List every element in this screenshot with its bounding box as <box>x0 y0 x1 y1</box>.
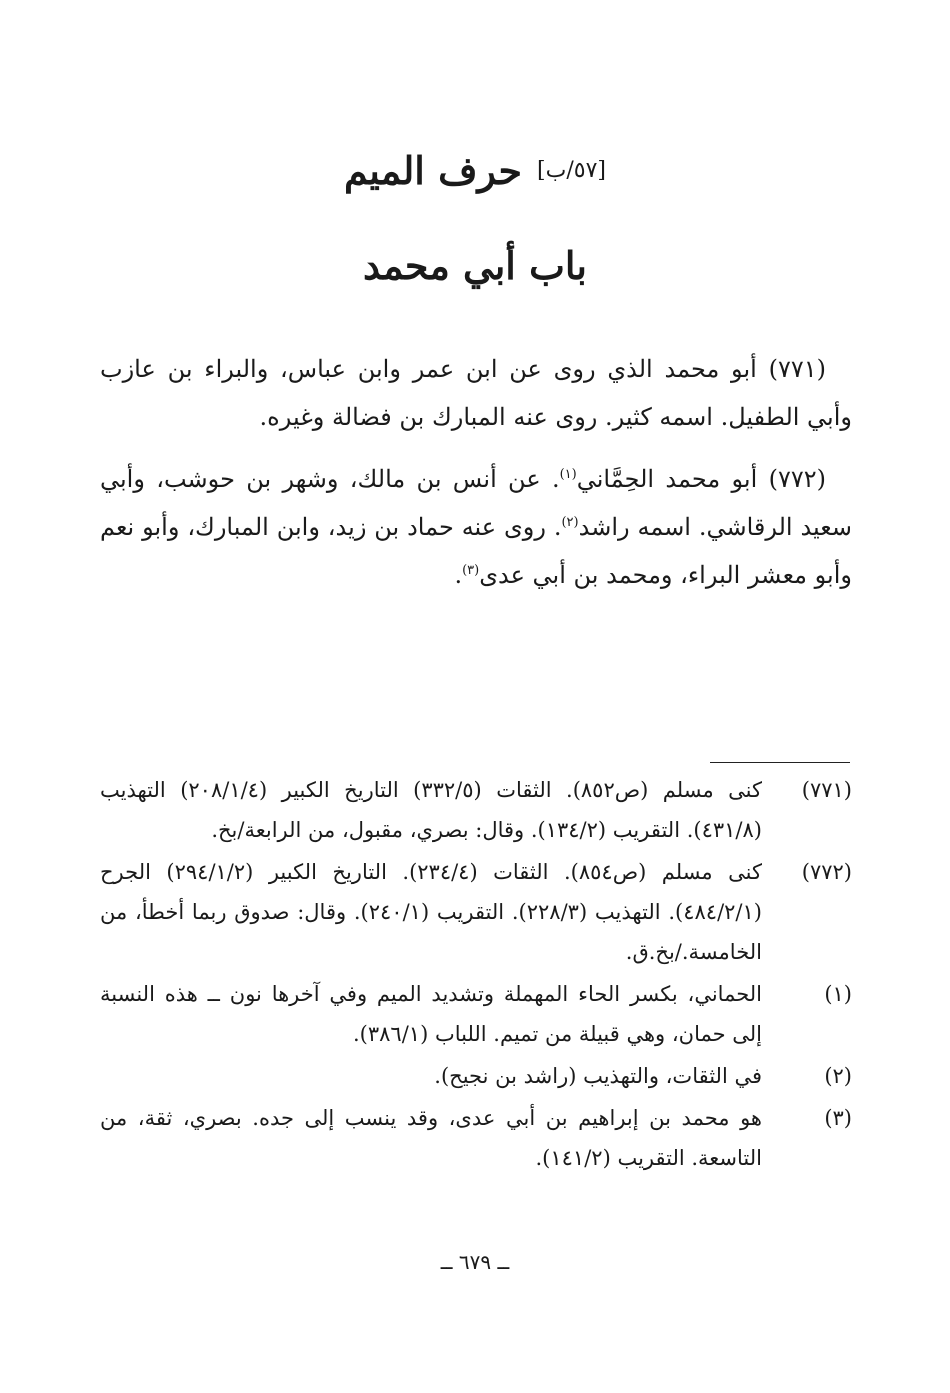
footnote-number: (٢) <box>824 1064 852 1088</box>
footnote <box>100 770 852 850</box>
footnote-ref: (١) <box>559 467 577 482</box>
folio-marker: [٥٧/ب] <box>537 158 606 183</box>
section-title: باب أبي محمد <box>363 243 587 288</box>
footnote-text: هو محمد بن إبراهيم بن أبي عدى، وقد ينسب إلى جده. بصري، ثقة، من التاسعة. التقريب (١٤١/٢). <box>100 1106 762 1170</box>
footnote-text: كنى مسلم (ص٨٥٢). الثقات (٣٣٢/٥) التاريخ الكبير (٢٠٨/١/٤) التهذيب (٤٣١/٨). التقريب (١٣٤/٢). وقال: بصري، مقبول، من الرابعة/بخ. <box>100 778 763 842</box>
footnote-number: (٧٧٢) <box>801 860 852 884</box>
footnote <box>100 974 852 1054</box>
footnote-text: في الثقات، والتهذيب (راشد بن نجيح). <box>434 1064 762 1088</box>
entry-number: (٧٧١) <box>768 355 826 383</box>
footnote-ref: (٢) <box>561 515 579 530</box>
chapter-heading <box>0 148 950 193</box>
entry-text-part: أبو محمد الحِمَّاني <box>576 465 758 493</box>
entry-text-part: . روى عنه حماد بن زيد، وابن المبارك، وأبو نعم وأبو معشر البراء، ومحمد بن أبي عدى <box>100 513 852 589</box>
footnote <box>100 852 852 972</box>
footnote-text: الحماني، بكسر الحاء المهملة وتشديد الميم وفي آخرها نون ــ هذه النسبة إلى حمان، وهي قبيلة من تميم. اللباب (٣٨٦/١). <box>100 982 762 1046</box>
footnote-number: (١) <box>824 982 852 1006</box>
footnote-number: (٣) <box>824 1106 852 1130</box>
chapter-title: حرف الميم <box>344 148 522 193</box>
footnote-ref: (٣) <box>462 563 480 578</box>
entry-771 <box>100 345 852 441</box>
footnote <box>100 1056 852 1096</box>
entry-number: (٧٧٢) <box>768 465 826 493</box>
entry-772 <box>100 455 852 599</box>
footnote-number: (٧٧١) <box>801 778 852 802</box>
footnotes <box>100 770 852 1180</box>
page-number: ــ ٦٧٩ ــ <box>440 1250 510 1274</box>
footnote-divider <box>710 762 850 763</box>
entries-body <box>100 345 852 613</box>
entry-text-part: . <box>454 561 463 589</box>
footnote <box>100 1098 852 1178</box>
entry-text: أبو محمد الذي روى عن ابن عمر وابن عباس، والبراء بن عازب وأبي الطفيل. اسمه كثير. روى عنه المبارك بن فضالة وغيره. <box>100 355 852 431</box>
entry-text-part: . عن أنس بن مالك، وشهر بن حوشب، وأبي سعيد الرقاشي. اسمه راشد <box>100 465 852 541</box>
footnote-text: كنى مسلم (ص٨٥٤). الثقات (٢٣٤/٤). التاريخ الكبير (٢٩٤/١/٢) الجرح (٤٨٤/٢/١). التهذيب (٢٢٨/٣). التقريب (٢٤٠/١). وقال: صدوق ربما أخطأ، من الخامسة./بخ.ق. <box>100 860 762 964</box>
